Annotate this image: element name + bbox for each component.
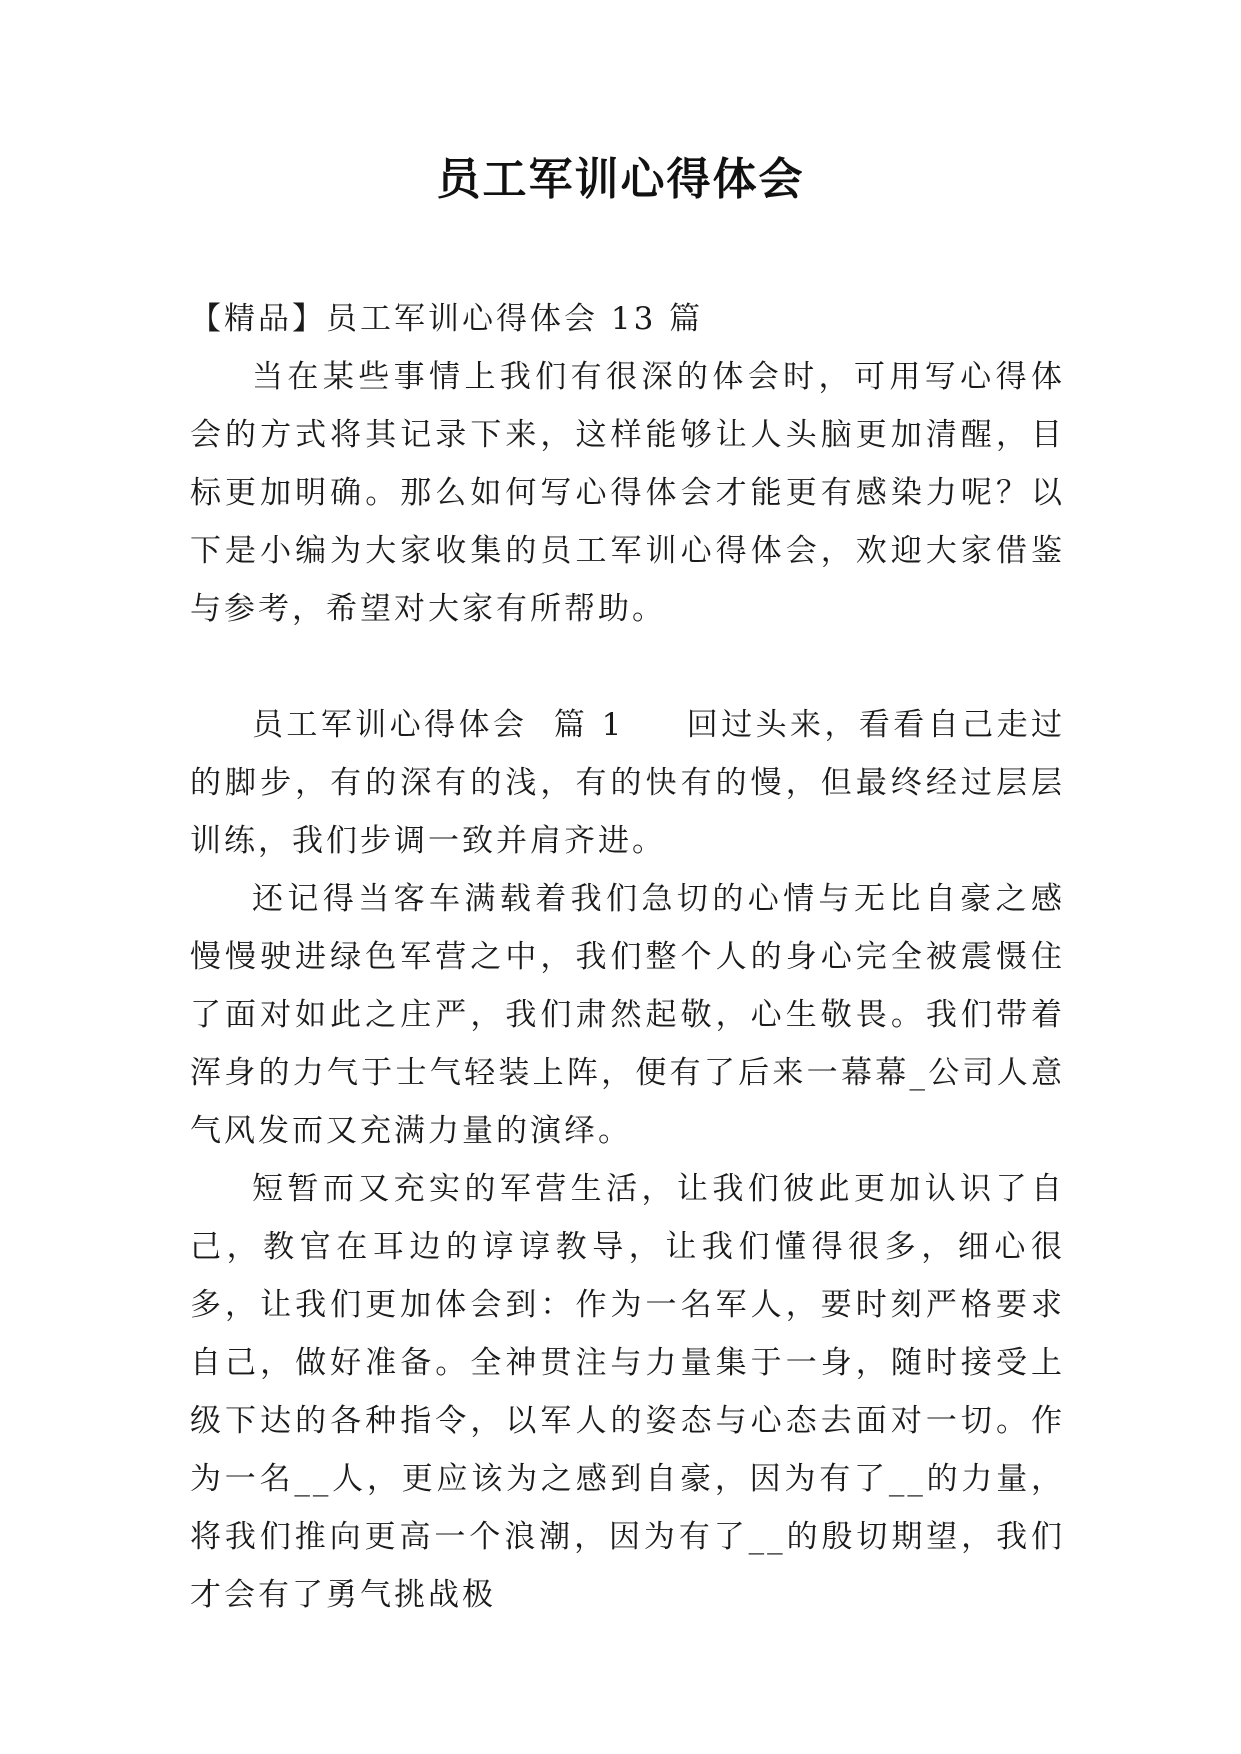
document-title: 员工军训心得体会 bbox=[436, 154, 805, 205]
intro-paragraph: 当在某些事情上我们有很深的体会时，可用写心得体会的方式将其记录下来，这样能够让人头脑更加清醒，目标更加明确。那么如何写心得体会才能更有感染力呢？以下是小编为大家收集的员工军训心得体会，欢迎大家借鉴与参考，希望对大家有所帮助。 bbox=[190, 359, 1065, 627]
body-paragraph: 还记得当客车满载着我们急切的心情与无比自豪之感慢慢驶进绿色军营之中，我们整个人的身心完全被震慑住了面对如此之庄严，我们肃然起敬，心生敬畏。我们带着浑身的力气于士气轻装上阵，便有了后来一幕幕_公司人意气风发而又充满力量的演绎。 bbox=[190, 881, 1065, 1149]
paragraph-spacer bbox=[190, 638, 1065, 696]
section-1-paragraph bbox=[190, 696, 1065, 870]
section-1-heading: 员工军训心得体会 篇 1 bbox=[252, 707, 625, 743]
body-paragraph: 短暂而又充实的军营生活，让我们彼此更加认识了自己，教官在耳边的谆谆教导，让我们懂得很多，细心很多，让我们更加体会到：作为一名军人，要时刻严格要求自己，做好准备。全神贯注与力量集于一身，随时接受上级下达的各种指令，以军人的姿态与心态去面对一切。作为一名__人，更应该为之感到自豪，因为有了__的力量，将我们推向更高一个浪潮，因为有了__的殷切期望，我们才会有了勇气挑战极 bbox=[190, 1171, 1065, 1613]
document-body bbox=[190, 290, 1065, 1624]
document-subtitle: 【精品】员工军训心得体会 13 篇 bbox=[190, 301, 704, 337]
section-1-first-text: 回过头来，看看自己走过的脚步，有的深有的浅，有的快有的慢，但最终经过层层训练，我们步调一致并肩齐进。 bbox=[190, 707, 1065, 859]
